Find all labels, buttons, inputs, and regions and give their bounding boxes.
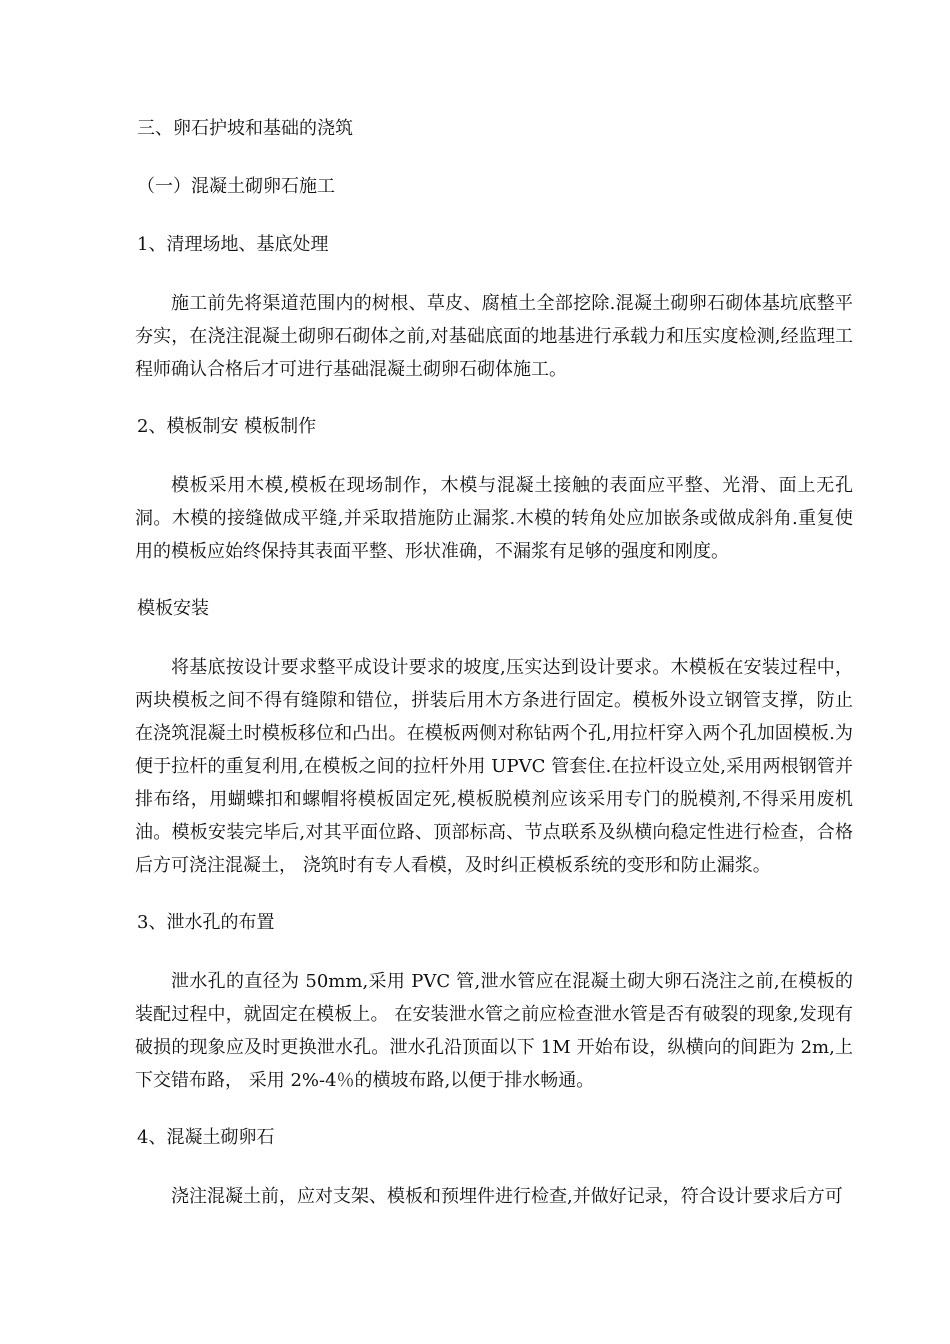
item-heading-formwork-installation: 模板安装	[137, 598, 209, 619]
item-heading-site-clearing: 1、清理场地、基底处理	[137, 234, 329, 255]
item-heading-concrete-cobble: 4、混凝土砌卵石	[137, 1127, 275, 1148]
subsection-heading: （一）混凝土砌卵石施工	[137, 176, 335, 197]
paragraph-concrete-cobble: 浇注混凝土前，应对支架、模板和预埋件进行检查,并做好记录，符合设计要求后方可	[171, 1186, 843, 1207]
paragraph-formwork-installation: 将基底按设计要求整平成设计要求的坡度,压实达到设计要求。木模板在安装过程中，两块模板之间不得有缝隙和错位，拼装后用木方条进行固定。模板外设立钢管支撑，防止在浇筑混凝土时模板移位和凸出。在模板两侧对称钻两个孔,用拉杆穿入两个孔加固模板.为便于拉杆的重复利用,在模板之间的拉杆外用 UPVC 管套住.在拉杆设立处,采用两根钢管并排布络，用蝴蝶扣和螺帽将模板固定死,模板脱模剂应该采用专门的脱模剂,不得采用废机油。模板安装完毕后,对其平面位路、顶部标高、节点联系及纵横向稳定性进行检查，合格后方可浇注混凝土， 浇筑时有专人看模，及时纠正模板系统的变形和防止漏浆。	[135, 657, 853, 876]
item-heading-formwork-making: 2、模板制安 模板制作	[137, 416, 317, 437]
paragraph-formwork-making: 模板采用木模,模板在现场制作，木模与混凝土接触的表面应平整、光滑、面上无孔洞。木模的接缝做成平缝,并采取措施防止漏浆.木模的转角处应加嵌条或做成斜角.重复使用的模板应始终保持其表面平整、形状准确，不漏浆有足够的强度和刚度。	[135, 475, 853, 562]
paragraph-drain-holes: 泄水孔的直径为 50mm,采用 PVC 管,泄水管应在混凝土砌大卵石浇注之前,在模板的装配过程中，就固定在模板上。 在安装泄水管之前应检查泄水管是否有破裂的现象,发现有破损的现象应及时更换泄水孔。泄水孔沿顶面以下 1M 开始布设，纵横向的间距为 2m,上下交错布路， 采用 2%-4％的横坡布路,以便于排水畅通。	[135, 971, 853, 1091]
item-heading-drain-holes: 3、泄水孔的布置	[137, 912, 275, 933]
document-body	[137, 113, 853, 1213]
section-heading: 三、卵石护坡和基础的浇筑	[137, 118, 353, 139]
paragraph-site-clearing: 施工前先将渠道范围内的树根、草皮、腐植土全部挖除.混凝土砌卵石砌体基坑底整平夯实，在浇注混凝土砌卵石砌体之前,对基础底面的地基进行承载力和压实度检测,经监理工程师确认合格后才可进行基础混凝土砌卵石砌体施工。	[135, 293, 853, 380]
